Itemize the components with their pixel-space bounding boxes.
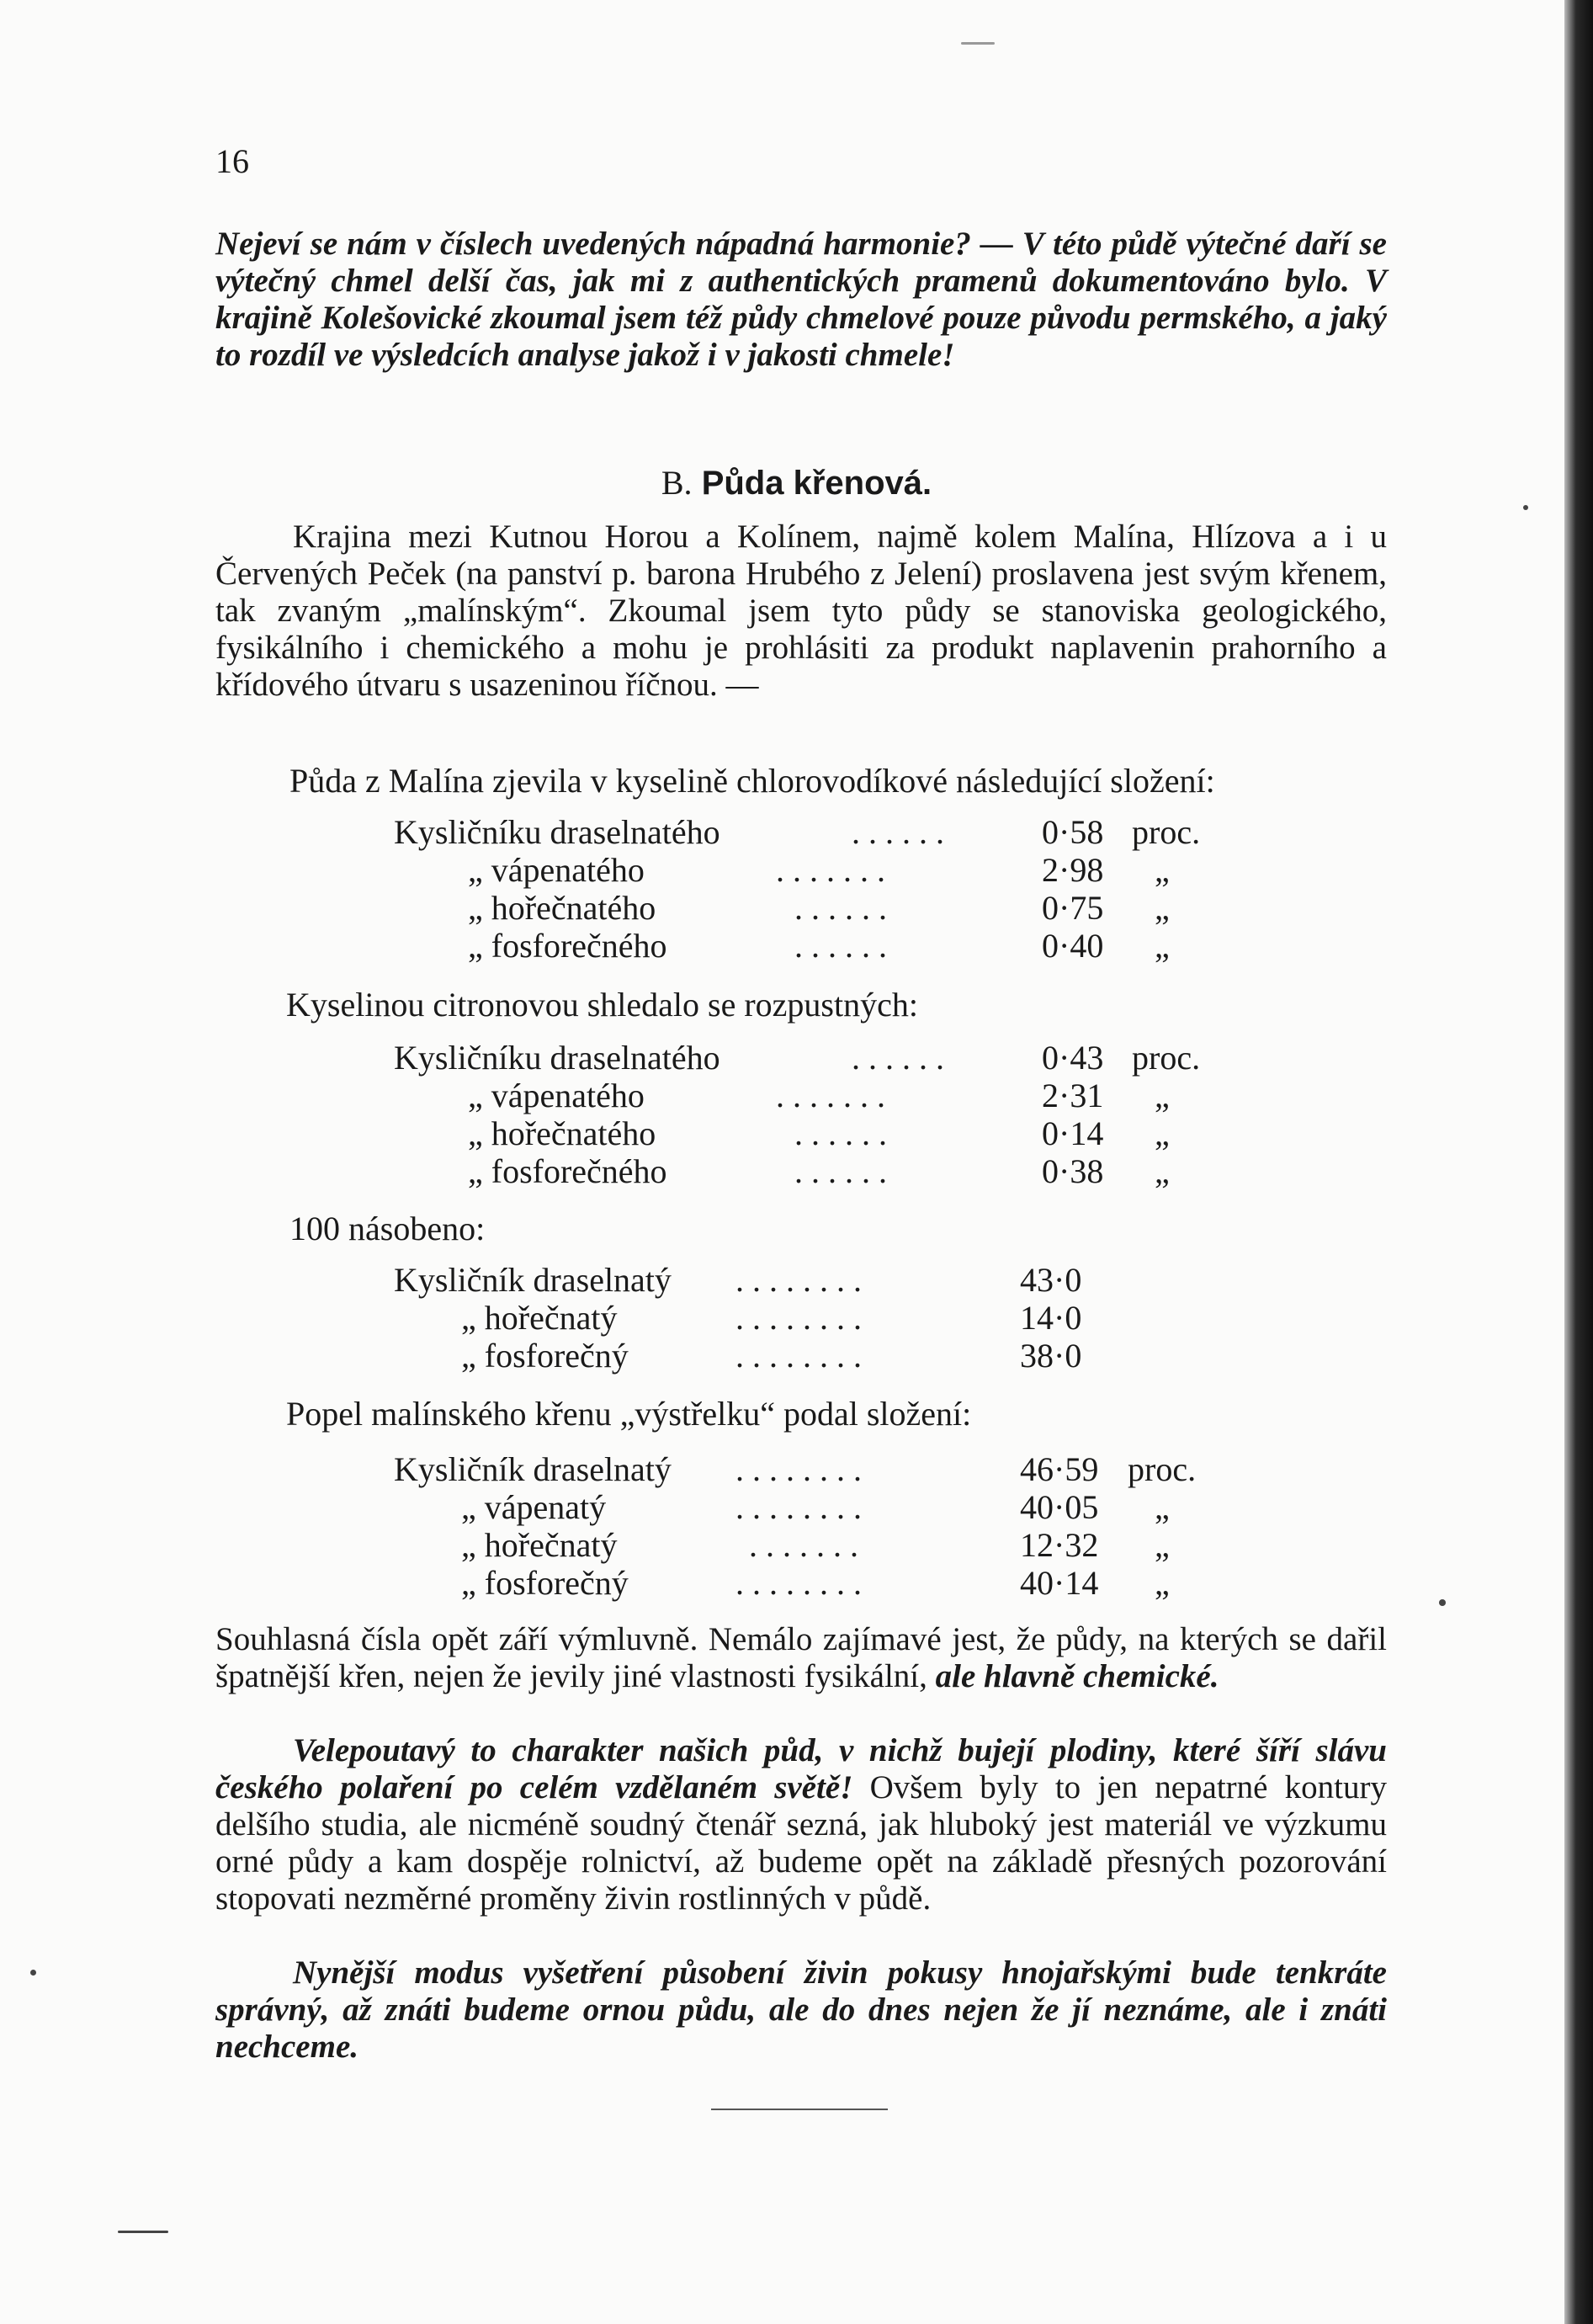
table-row	[0, 888, 1593, 925]
row-label: „ hořečnatý	[461, 1526, 618, 1564]
row-unit: „	[1155, 1152, 1170, 1190]
scan-speck	[1523, 505, 1528, 510]
row-dots: . . . . . . . .	[735, 1337, 862, 1375]
row-dots: . . . . . .	[852, 813, 944, 851]
table-row	[0, 1449, 1593, 1486]
multiplied-intro: 100 násobeno:	[289, 1210, 486, 1247]
row-unit: „	[1155, 1488, 1170, 1526]
row-unit: „	[1155, 889, 1170, 927]
row-value: 0·38	[1042, 1152, 1104, 1190]
row-dots: . . . . . . . .	[735, 1564, 862, 1602]
closing-p1-emphasis: ale hlavně chemické.	[935, 1658, 1219, 1694]
section-letter: B.	[661, 464, 693, 502]
section-title: Půda křenová.	[701, 465, 932, 502]
row-unit: proc.	[1132, 1039, 1201, 1077]
row-value: 2·31	[1042, 1077, 1104, 1114]
row-label: „ fosforečný	[461, 1564, 629, 1602]
row-dots: . . . . . .	[794, 1114, 887, 1152]
ash-intro: Popel malínského křenu „výstřelku“ podal složení:	[286, 1395, 972, 1433]
row-dots: . . . . . . . .	[735, 1299, 862, 1337]
row-label: „ hořečnatého	[468, 1114, 656, 1152]
row-dots: . . . . . . . .	[735, 1261, 862, 1299]
row-value: 0·58	[1042, 813, 1104, 851]
row-unit: proc.	[1132, 813, 1201, 851]
row-unit: „	[1155, 1564, 1170, 1602]
closing-p2-emphasis: Velepoutavý to charakter našich půd, v nichž bujejí plodiny, které šíří slávu českého polaření po celém vzdělaném světě!	[215, 1732, 1387, 1805]
closing-p2-text: Ovšem byly to jen nepatrné kontury delšího studia, ale nicméně soudný čtenář sezná, jak hluboký jest materiál ve výzkumu orné půdy a kam dospěje rolnictví, až budeme opět na základě přesných pozorování stopovati nezměrné proměny živin rostlinných v půdě.	[215, 1769, 1388, 1917]
scan-speck	[961, 42, 995, 45]
row-label: „ fosforečného	[468, 1152, 667, 1190]
closing-paragraph-1	[215, 1621, 1387, 1695]
table-row	[0, 1525, 1593, 1562]
row-dots: . . . . . . .	[749, 1526, 858, 1564]
row-value: 40·14	[1020, 1564, 1099, 1602]
row-unit: „	[1155, 1077, 1170, 1114]
scan-speck	[1439, 1599, 1446, 1606]
row-value: 0·75	[1042, 889, 1104, 927]
row-dots: . . . . . . .	[776, 851, 885, 889]
closing-p1-text: Souhlasná čísla opět září výmluvně. Nemálo zajímavé jest, že půdy, na kterých se dařil špatnější křen, nejen že jevily jiné vlastnosti fysikální,	[215, 1621, 1387, 1694]
row-value: 38·0	[1020, 1337, 1082, 1375]
table-row	[0, 850, 1593, 887]
row-unit: „	[1155, 1526, 1170, 1564]
table-row	[0, 926, 1593, 963]
row-unit: „	[1155, 927, 1170, 965]
table-row	[0, 1336, 1593, 1373]
section-heading	[0, 463, 1593, 503]
row-value: 12·32	[1020, 1526, 1099, 1564]
table-row	[0, 812, 1593, 849]
row-label: „ vápenatého	[468, 1077, 645, 1114]
row-label: „ fosforečný	[461, 1337, 629, 1375]
row-dots: . . . . . .	[794, 927, 887, 965]
end-separator-rule	[711, 2109, 888, 2110]
table-row	[0, 1298, 1593, 1335]
row-value: 0·40	[1042, 927, 1104, 965]
closing-paragraph-3: Nynější modus vyšetření působení živin pokusy hnojařskými bude tenkráte správný, až znáti budeme ornou půdu, ale do dnes nejen že jí neznáme, ale i znáti nechceme.	[215, 1954, 1387, 2065]
row-unit: „	[1155, 1114, 1170, 1152]
row-label: Kysličníku draselnatého	[394, 1039, 720, 1077]
row-dots: . . . . . .	[852, 1039, 944, 1077]
row-value: 0·43	[1042, 1039, 1104, 1077]
row-label: Kysličník draselnatý	[394, 1450, 672, 1488]
row-value: 40·05	[1020, 1488, 1099, 1526]
row-dots: . . . . . .	[794, 889, 887, 927]
table-row	[0, 1563, 1593, 1600]
table-row	[0, 1487, 1593, 1524]
intro-paragraph: Nejeví se nám v číslech uvedených nápadná harmonie? — V této půdě výtečné daří se výtečný chmel delší čas, jak mi z authentických pramenů dokumentováno bylo. V krajině Kolešovické zkoumal jsem též půdy chmelové pouze původu permského, a jaký to rozdíl ve výsledcích analyse jakož i v jakosti chmele!	[215, 226, 1387, 373]
table-row	[0, 1114, 1593, 1151]
paragraph-krajina: Krajina mezi Kutnou Horou a Kolínem, najmě kolem Malína, Hlízova a i u Červených Peček (na panství p. barona Hrubého z Jelení) proslavena jest svým křenem, tak zvaným „malínským“. Zkoumal jsem tyto půdy se stanoviska geologického, fysikálního i chemického a mohu je prohlásiti za produkt naplavenin prahorního a křídového útvaru s usazeninou říčnou. —	[215, 519, 1387, 703]
row-label: „ fosforečného	[468, 927, 667, 965]
table-row	[0, 1260, 1593, 1297]
citron-intro: Kyselinou citronovou shledalo se rozpustných:	[286, 986, 918, 1024]
row-dots: . . . . . . .	[776, 1077, 885, 1114]
row-dots: . . . . . .	[794, 1152, 887, 1190]
row-label: Kysličník draselnatý	[394, 1261, 672, 1299]
table-row	[0, 1151, 1593, 1189]
row-value: 0·14	[1042, 1114, 1104, 1152]
row-unit: „	[1155, 851, 1170, 889]
row-dots: . . . . . . . .	[735, 1450, 862, 1488]
row-unit: proc.	[1128, 1450, 1197, 1488]
table-row	[0, 1076, 1593, 1113]
row-label: „ hořečnatý	[461, 1299, 618, 1337]
row-label: „ vápenatý	[461, 1488, 607, 1526]
row-label: „ vápenatého	[468, 851, 645, 889]
row-value: 43·0	[1020, 1261, 1082, 1299]
row-value: 14·0	[1020, 1299, 1082, 1337]
page-number: 16	[215, 142, 249, 180]
row-value: 2·98	[1042, 851, 1104, 889]
scan-speck	[30, 1970, 36, 1976]
closing-paragraph-2	[215, 1732, 1387, 1917]
row-value: 46·59	[1020, 1450, 1099, 1488]
scan-speck	[118, 2231, 168, 2233]
malin-intro: Půda z Malína zjevila v kyselině chlorovodíkové následující složení:	[289, 762, 1215, 800]
row-label: Kysličníku draselnatého	[394, 813, 720, 851]
row-dots: . . . . . . . .	[735, 1488, 862, 1526]
row-label: „ hořečnatého	[468, 889, 656, 927]
table-row	[0, 1038, 1593, 1075]
